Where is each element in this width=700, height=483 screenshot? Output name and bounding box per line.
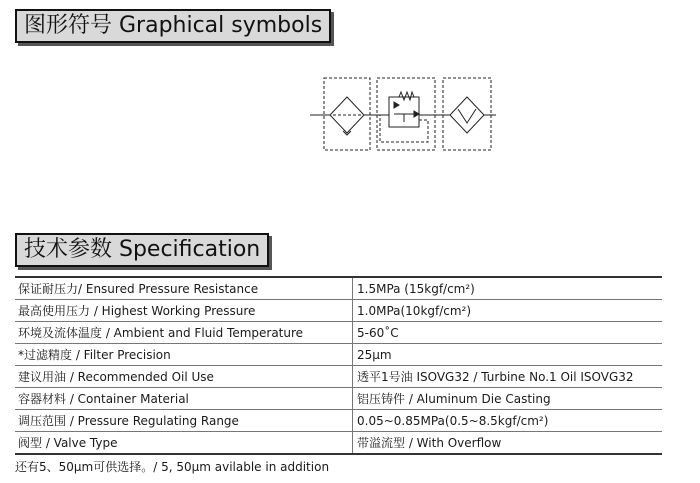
regulator-symbol: [380, 92, 428, 142]
spec-value: 0.05~0.85MPa(0.5~8.5kgf/cm²): [353, 410, 663, 432]
spec-value: 带溢流型 / With Overflow: [353, 432, 663, 455]
spec-value: 25μm: [353, 344, 663, 366]
spec-value: 1.5MPa (15kgf/cm²): [353, 277, 663, 300]
table-row: [15, 322, 662, 344]
spec-label: 保证耐压力/ Ensured Pressure Resistance: [15, 277, 353, 300]
spec-label: 建议用油 / Recommended Oil Use: [15, 366, 353, 388]
spec-label: 环境及流体温度 / Ambient and Fluid Temperature: [15, 322, 353, 344]
spec-label: 调压范围 / Pressure Regulating Range: [15, 410, 353, 432]
spec-value: 1.0MPa(10kgf/cm²): [353, 300, 663, 322]
spec-label: *过滤精度 / Filter Precision: [15, 344, 353, 366]
spec-label: 阀型 / Valve Type: [15, 432, 353, 455]
table-row: [15, 344, 662, 366]
specification-table: [15, 276, 662, 455]
spec-value: 铝压铸件 / Aluminum Die Casting: [353, 388, 663, 410]
footnote: 还有5、50μm可供选择。/ 5, 50μm avilable in addition: [15, 460, 330, 474]
table-row: [15, 366, 662, 388]
specification-heading: 技术参数 Specification: [15, 233, 269, 267]
filter-symbol: [330, 97, 364, 135]
table-row: [15, 410, 662, 432]
spec-value: 透平1号油 ISOVG32 / Turbine No.1 Oil ISOVG32: [353, 366, 663, 388]
lubricator-symbol: [450, 97, 484, 133]
spec-label: 容器材料 / Container Material: [15, 388, 353, 410]
table-row: [15, 388, 662, 410]
table-row: [15, 432, 662, 455]
table-row: [15, 300, 662, 322]
spec-label: 最高使用压力 / Highest Working Pressure: [15, 300, 353, 322]
frl-graphical-symbol: [310, 76, 496, 154]
spec-value: 5-60˚C: [353, 322, 663, 344]
table-row: [15, 277, 662, 300]
graphical-symbols-heading: 图形符号 Graphical symbols: [15, 9, 331, 43]
